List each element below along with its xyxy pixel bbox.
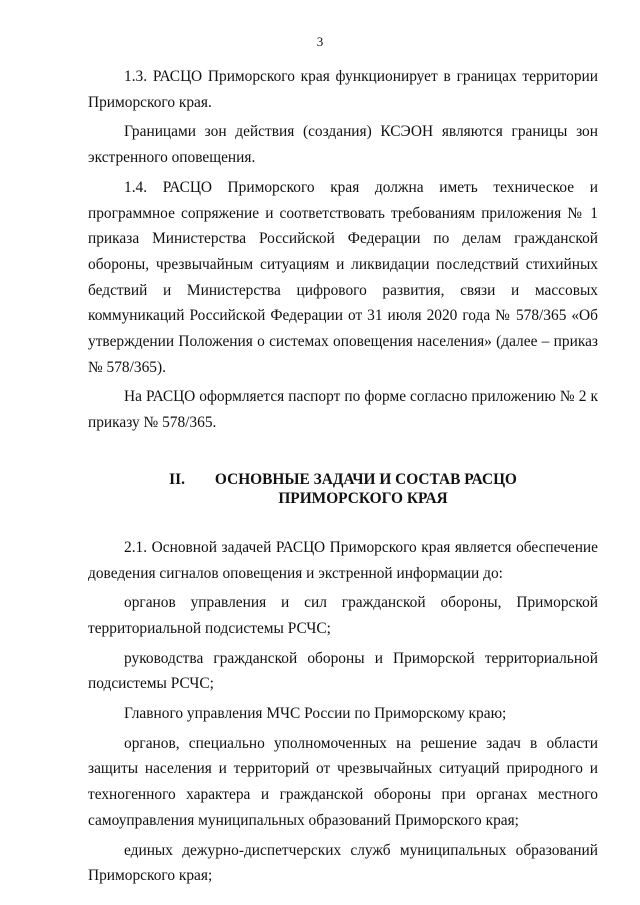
- page-number: 3: [316, 34, 324, 49]
- paragraph-1-3: 1.3. РАСЦО Приморского края функционирует в границах территории Приморского края.: [88, 68, 598, 111]
- section-number: II.: [169, 470, 185, 488]
- list-item-dispatch-services: единых дежурно-диспетчерских служб муниципальных образований Приморского края;: [88, 841, 598, 885]
- section-heading-line-1: [88, 470, 598, 489]
- section-heading: [88, 470, 598, 508]
- list-item-civil-defense-leadership: руководства гражданской обороны и Приморской территориальной подсистемы РСЧС;: [88, 649, 598, 693]
- paragraph-1-4: 1.4. РАСЦО Приморского края должна иметь техническое и программное сопряжение и соответствовать требованиям приложения № 1 приказа Министерства Российской Федерации по делам гражданской обороны, чрезвычайным ситуациям и ликвидации последствий стихийных бедствий и Министерства цифрового развития, связи и массовых коммуникаций Российской Федерации от 31 июля 2020 года № 578/365 «Об утверждении Положения о системах оповещения населения» (далее – приказ № 578/365).: [88, 178, 598, 376]
- list-item-civil-defense-bodies: органов управления и сил гражданской обороны, Приморской территориальной подсистемы РСЧС;: [88, 594, 598, 637]
- paragraph-2-1: 2.1. Основной задачей РАСЦО Приморского края является обеспечение доведения сигналов оповещения и экстренной информации до:: [88, 538, 598, 582]
- paragraph-passport: На РАСЦО оформляется паспорт по форме согласно приложению № 2 к приказу № 578/365.: [88, 388, 598, 432]
- document-body: [88, 64, 598, 889]
- list-item-mchs-directorate: Главного управления МЧС России по Приморскому краю;: [124, 705, 507, 723]
- section-title-1: ОСНОВНЫЕ ЗАДАЧИ И СОСТАВ РАСЦО: [214, 470, 517, 488]
- list-item-authorized-bodies: органов, специально уполномоченных на решение задач в области защиты населения и территорий от чрезвычайных ситуаций природного и техногенного характера и гражданской обороны при органах местного самоуправления муниципальных образований Приморского края;: [88, 734, 598, 829]
- paragraph-boundaries: Границами зон действия (создания) КСЭОН являются границы зон экстренного оповещения.: [88, 123, 598, 167]
- section-heading-line-2: ПРИМОРСКОГО КРАЯ: [278, 489, 448, 507]
